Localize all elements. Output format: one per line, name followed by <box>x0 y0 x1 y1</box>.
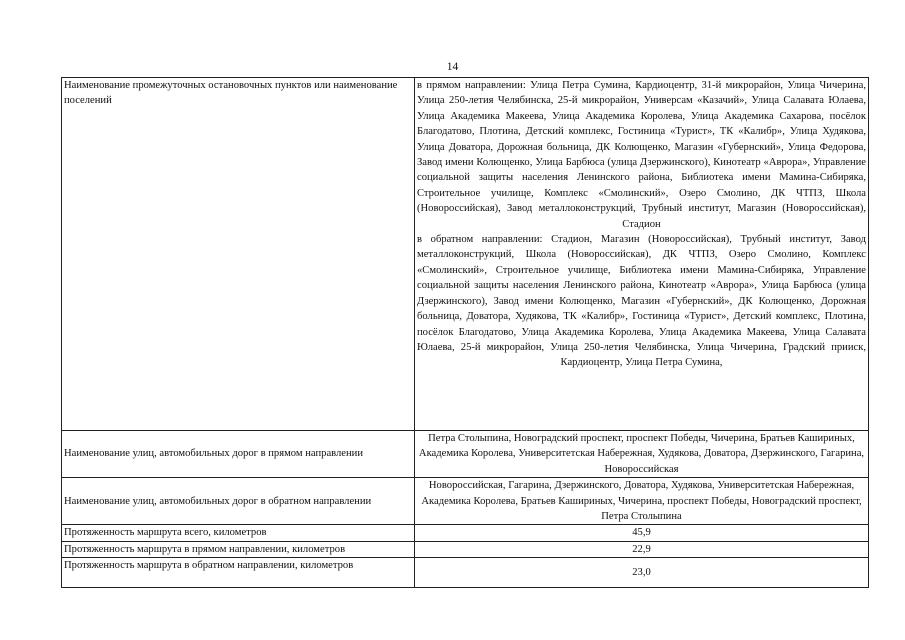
streets-forward-label: Наименование улиц, автомобильных дорог в прямом направлении <box>62 431 415 478</box>
stops-label: Наименование промежуточных остановочных пунктов или наименование поселений <box>62 78 415 431</box>
stops-value <box>415 78 869 431</box>
streets-backward-value: Новороссийская, Гагарина, Дзержинского, Доватора, Худякова, Университетская Набережная, Академика Королева, Братьев Кашириных, Чичерина, проспект Победы, Новоградский проспект, Петра Столыпина <box>415 478 869 525</box>
length-total-value: 45,9 <box>415 525 869 541</box>
table-row-streets-backward <box>62 478 869 525</box>
table-row-streets-forward <box>62 431 869 478</box>
length-backward-value: 23,0 <box>415 558 869 588</box>
length-backward-label: Протяженность маршрута в обратном направлении, километров <box>62 558 415 588</box>
streets-forward-value: Петра Столыпина, Новоградский проспект, проспект Победы, Чичерина, Братьев Кашириных, Академика Королева, Университетская Набережная, Худякова, Доватора, Дзержинского, Гагарина, Новороссийская <box>415 431 869 478</box>
length-total-label: Протяженность маршрута всего, километров <box>62 525 415 541</box>
streets-backward-label: Наименование улиц, автомобильных дорог в обратном направлении <box>62 478 415 525</box>
stops-backward: в обратном направлении: Стадион, Магазин (Новороссийская), Трубный институт, Завод металлоконструкций, Школа (Новороссийская), ДК ЧТПЗ, Озеро Смолино, Комплекс «Смолинский», Строительное училище, Библиотека имени Мамина-Сибиряка, Управление социальной защиты населения Ленинского района, Кинотеатр «Аврора», Улица Барбюса (улица Дзержинского), Завод имени Колющенко, Магазин «Губернский», ДК Колющенко, Дорожная больница, Доватора, Худякова, ТК «Калибр», Гостиница «Турист», Детский комплекс, Плотина, посёлок Благодатово, Улица Академика Королева, Улица Академика Макеева, Улица Салавата Юлаева, 25-й микрорайон, Улица 250-летия Челябинска, Улица Чичерина, Градский прииск, Кардиоцентр, Улица Петра Сумина, <box>417 234 866 369</box>
table-row-length-forward <box>62 541 869 557</box>
page-number: 14 <box>446 61 459 73</box>
table-row-length-backward <box>62 558 869 588</box>
table-row-stops <box>62 78 869 431</box>
route-table <box>61 77 869 588</box>
length-forward-value: 22,9 <box>415 541 869 557</box>
length-forward-label: Протяженность маршрута в прямом направлении, километров <box>62 541 415 557</box>
stops-forward: в прямом направлении: Улица Петра Сумина, Кардиоцентр, 31-й микрорайон, Улица Чичерина, Улица 250-летия Челябинска, 25-й микрорайон, Универсам «Казачий», Улица Салавата Юлаева, Улица Академика Макеева, Улица Академика Королева, Улица Академика Сахарова, посёлок Благодатово, Плотина, Детский комплекс, Гостиница «Турист», ТК «Калибр», Улица Худякова, Улица Доватора, Дорожная больница, ДК Колющенко, Магазин «Губернский», Улица Федорова, Завод имени Колющенко, Улица Барбюса (улица Дзержинского), Кинотеатр «Аврора», Управление социальной защиты населения Ленинского района, Библиотека имени Мамина-Сибиряка, Строительное училище, Комплекс «Смолинский», Озеро Смолино, ДК ЧТПЗ, Школа (Новороссийская), Завод металлоконструкций, Трубный институт, Магазин (Новороссийская), Стадион <box>417 80 866 230</box>
table-row-length-total <box>62 525 869 541</box>
